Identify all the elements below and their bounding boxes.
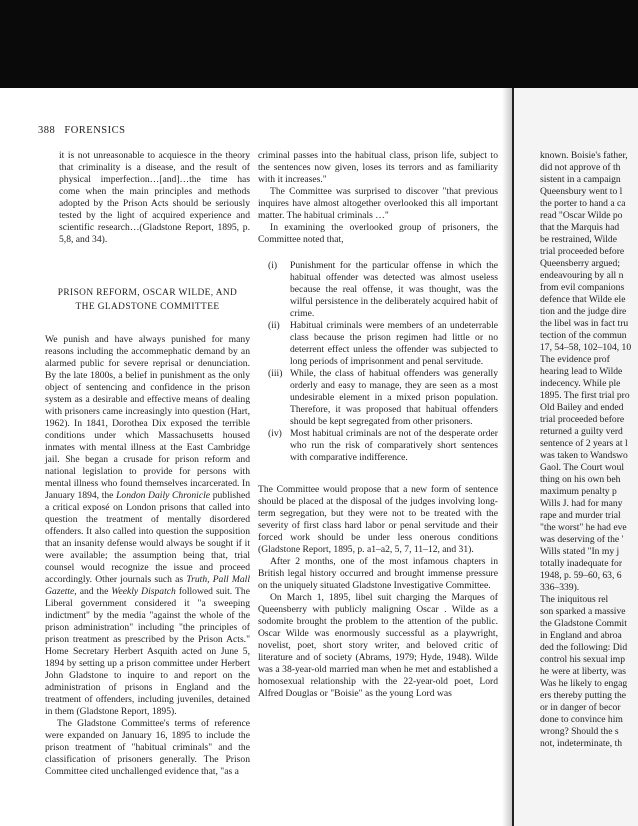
facing-page-line: was deserving of the ' — [540, 534, 624, 545]
facing-page-line: Old Bailey and ended — [540, 402, 624, 413]
facing-page-line: did not approve of th — [540, 162, 621, 173]
facing-page-line: 1948, p. 59–60, 63, 6 — [540, 570, 622, 581]
facing-page-line: son sparked a massive — [540, 606, 626, 617]
text-run: and the — [76, 586, 112, 597]
running-title: FORENSICS — [64, 125, 126, 136]
page-number: 388 — [38, 125, 56, 136]
list-marker: (iii) — [268, 368, 283, 379]
facing-page-line: indecency. While ple — [540, 378, 621, 389]
facing-page-column — [540, 150, 638, 750]
middle-column — [258, 150, 498, 700]
paragraph — [45, 334, 250, 718]
facing-page-line: 336–339). — [540, 582, 580, 593]
numbered-list — [268, 260, 498, 464]
facing-page-line: Gaol. The Court woul — [540, 462, 625, 473]
facing-page-line: endeavouring by all n — [540, 270, 624, 281]
facing-page-line: that the Marquis had — [540, 222, 620, 233]
section-heading-line-2: THE GLADSTONE COMMITTEE — [75, 302, 220, 312]
paragraph: criminal passes into the habitual class, prison life, subject to the sentences now given, loses its terrors and as familiarity with it increases." — [258, 150, 498, 185]
facing-page-line: ers thereby putting the — [540, 690, 627, 701]
facing-page-line: Queensbury went to l — [540, 186, 623, 197]
list-text: While, the class of habitual offenders was generally orderly and easy to manage, they are seen as a most undesirable element in a mixed prison population. Therefore, it was proposed that habitual offenders should be kept segregated from other prisoners. — [290, 368, 498, 427]
facing-page-line: or in danger of becor — [540, 702, 621, 713]
list-text: Most habitual criminals are not of the desperate order who run the risk of comparatively short sentences with comparative indifference. — [290, 428, 498, 463]
facing-page-line: returned a guilty verd — [540, 426, 623, 437]
left-column — [45, 150, 250, 778]
paragraph: The Committee would propose that a new form of sentence should be placed at the disposal of the judges involving long-term segregation, but they were not to be treated with the severity of first class hard labor or penal servitude and their forced work should be under less onerous conditions (Gladstone Report, 1895, p. a1–a2, 5, 7, 11–12, and 31). — [258, 484, 498, 555]
quote-continuation: it is not unreasonable to acquiesce in the theory that criminality is a disease, and the result of physical imperfection…[and]…the time has come when the main principles and methods adopted by the Prison Acts should be seriously tested by the light of acquired experience and scientific research…(Gladstone Report, 1895, p. 5,8, and 34). — [59, 150, 250, 245]
facing-page-line: "the worst" he had eve — [540, 522, 627, 533]
facing-page-line: The evidence prof — [540, 354, 610, 365]
facing-page-line: read "Oscar Wilde po — [540, 210, 623, 221]
facing-page-line: thing on his own beh — [540, 474, 621, 485]
facing-page-line: Wills J. had for many — [540, 498, 623, 509]
paragraph: In examining the overlooked group of prisoners, the Committee noted that, — [258, 222, 498, 245]
list-marker: (ii) — [268, 320, 280, 331]
facing-page-line: control his sexual imp — [540, 654, 625, 665]
text-run: followed suit. The Liberal government considered it "a sweeping indictment" by the media "against the whole of the prison administration" including "the principles of prison treatment as prescribed by the Prison Acts." Home Secretary Herbert Asquith acted on June 5, 1894 by setting up a prison committee under Herbert John Gladstone to inquire to and report on the administration of prisons in England and the treatment of offenders, including juveniles, detained in them (Gladstone Report, 1895). — [45, 586, 250, 717]
facing-page-line: sistent in a campaign — [540, 174, 621, 185]
facing-page-line: was taken to Wandswo — [540, 450, 628, 461]
italic-title: Weekly Dispatch — [111, 586, 176, 597]
running-header — [38, 125, 125, 136]
list-text: Habitual criminals were members of an undeterrable class because the prison regimen had little or no deterrent effect unless the offender was subjected to long periods of imprisonment and penal servitude. — [290, 320, 498, 367]
list-marker: (i) — [268, 260, 278, 271]
italic-title: London Daily Chronicle — [116, 490, 211, 501]
facing-page-line: the Gladstone Commit — [540, 618, 627, 629]
facing-page-line: from evil companions — [540, 282, 625, 293]
list-marker: (iv) — [268, 428, 282, 439]
facing-page-line: the porter to hand a ca — [540, 198, 626, 209]
facing-page-line: he were at liberty, was — [540, 666, 626, 677]
facing-page-line: 1895. The first trial pro — [540, 390, 630, 401]
facing-page-line: sentence of 2 years at l — [540, 438, 628, 449]
facing-page-line: Was he likely to engag — [540, 678, 628, 689]
facing-page-line: tion and the judge dire — [540, 306, 627, 317]
facing-page-line: known. Boisie's father, — [540, 150, 628, 161]
facing-page-line: tection of the commun — [540, 330, 627, 341]
list-item — [268, 320, 498, 368]
facing-page-line: The iniquitous rel — [540, 594, 609, 605]
facing-page-line: ded the following: Did — [540, 642, 628, 653]
section-heading — [45, 286, 250, 314]
facing-page-line: Wills stated "In my j — [540, 546, 620, 557]
text-run: We punish and have always punished for many reasons including the accommephatic demand by an alarmed public for severe reprisal or denunciation. By the late 1800s, a belief in punishment as the only object of sentencing and confidence in the prison system as a desirable and effective means of dealing with prisoners came increasingly into question (Hart, 1962). In 1841, Dorothea Dix exposed the terrible conditions under which Massachusetts housed inmates with mental illness at the East Cambridge jail. She began a crusade for prison reform and national legislation to provide for persons with mental illness who found themselves incarcerated. In January 1894, the — [45, 334, 250, 501]
list-item — [268, 368, 498, 428]
facing-page-line: maximum penalty p — [540, 486, 617, 497]
paragraph: The Gladstone Committee's terms of reference were expanded on January 16, 1895 to include the prison treatment of "habitual criminals" and the classification of prisoners generally. The Prison Committee cited unchallenged evidence that, "as a — [45, 718, 250, 777]
paragraph: After 2 months, one of the most infamous chapters in British legal history occurred and brought immense pressure on the uniquely situated Gladstone Investigative Committee. — [258, 556, 498, 591]
scan-black-border — [0, 0, 638, 88]
facing-page-line: be restrained, Wilde — [540, 234, 617, 245]
facing-page-line: defence that Wilde ele — [540, 294, 626, 305]
facing-page-line: totally inadequate for — [540, 558, 623, 569]
facing-page-line: the libel was in fact tru — [540, 318, 629, 329]
facing-page-line: not, indeterminate, th — [540, 738, 623, 749]
section-heading-line-1: PRISON REFORM, OSCAR WILDE, AND — [57, 288, 238, 298]
list-text: Punishment for the particular offense in which the habitual offender was detected was almost useless because the real offense, it was thought, was the wilful persistence in the deliberately acquired habit of crime. — [290, 260, 498, 319]
facing-page-line: wrong? Should the s — [540, 726, 619, 737]
facing-page-line: done to convince him — [540, 714, 623, 725]
paragraph: On March 1, 1895, libel suit charging the Marques of Queensberry with publicly maligning Oscar . Wilde as a sodomite brought the problem to the attention of the public. Oscar Wilde was enormously successful as a playwright, novelist, poet, short story writer, and beloved critic of literature and of society (Abrams, 1979; Hyde, 1948). Wilde was a 38-year-old married man when he met and established a homosexual relationship with the 22-year-old poet, Lord Alfred Douglas or "Boisie" as the young Lord was — [258, 592, 498, 699]
facing-page-line: 17, 54–58, 102–104, 10 — [540, 342, 632, 353]
facing-page-line: in England and abroa — [540, 630, 622, 641]
facing-page-line: trial proceeded before — [540, 246, 625, 257]
list-item — [268, 260, 498, 320]
facing-page-line: rape and murder trial — [540, 510, 621, 521]
facing-page-line: Queensberry argued; — [540, 258, 621, 269]
facing-page-line: trial proceeded before — [540, 414, 625, 425]
paragraph: The Committee was surprised to discover "that previous inquires have almost altogether overlooked this all important matter. The habitual criminals …" — [258, 186, 498, 221]
text-run: published a critical exposé on London prisons that called into question the treatment of mentally disordered offenders. It also called into question the supposition that an insanity defense would always be sought if it were available; the assumption being that, trial counsel would recognize the issue and proceed accordingly. Other journals such as — [45, 490, 250, 585]
facing-page-line: hearing lead to Wilde — [540, 366, 623, 377]
italic-title: Truth, Pall Mall Gazette, — [45, 574, 250, 597]
list-item — [268, 428, 498, 464]
